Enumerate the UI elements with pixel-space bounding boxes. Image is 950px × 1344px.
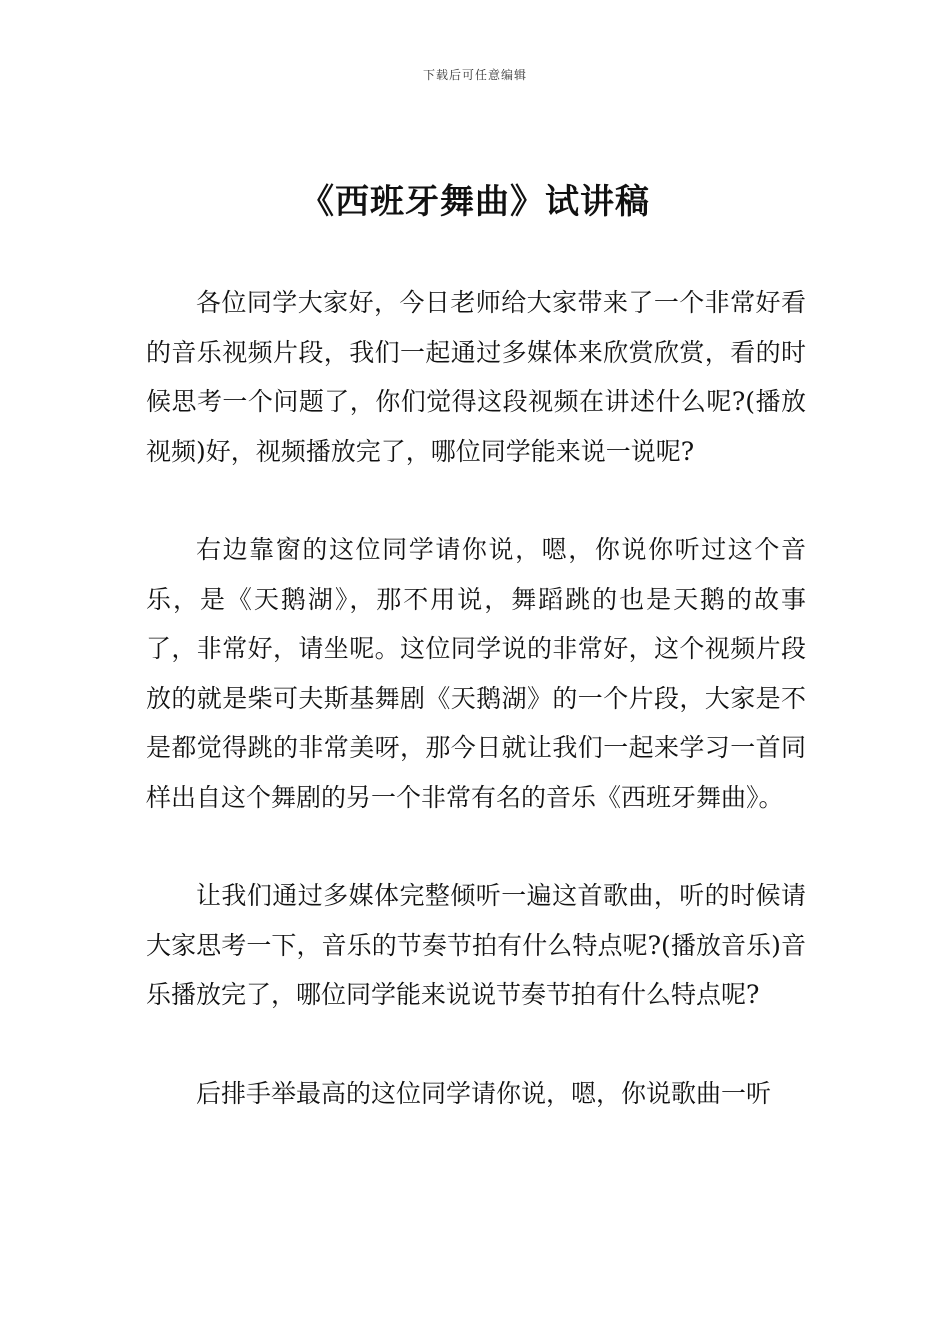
paragraph-1: 各位同学大家好，今日老师给大家带来了一个非常好看的音乐视频片段，我们一起通过多媒体来欣赏欣赏，看的时候思考一个问题了，你们觉得这段视频在讲述什么呢?(播放视频)好，视频播放完了，哪位同学能来说一说呢? [146, 288, 806, 466]
paragraph-4: 后排手举最高的这位同学请你说，嗯，你说歌曲一听 [196, 1078, 772, 1108]
paragraph-2: 右边靠窗的这位同学请你说，嗯，你说你听过这个音乐，是《天鹅湖》，那不用说，舞蹈跳的也是天鹅的故事了，非常好，请坐呢。这位同学说的非常好，这个视频片段放的就是柴可夫斯基舞剧《天鹅湖》的一个片段，大家是不是都觉得跳的非常美呀，那今日就让我们一起来学习一首同样出自这个舞剧的另一个非常有名的音乐《西班牙舞曲》。 [146, 535, 806, 812]
document-title: 《西班牙舞曲》试讲稿 [300, 182, 650, 222]
document-body [146, 278, 806, 1118]
paragraph-3: 让我们通过多媒体完整倾听一遍这首歌曲，听的时候请大家思考一下，音乐的节奏节拍有什么特点呢?(播放音乐)音乐播放完了，哪位同学能来说说节奏节拍有什么特点呢? [146, 881, 806, 1009]
header-note: 下载后可任意编辑 [422, 68, 527, 82]
